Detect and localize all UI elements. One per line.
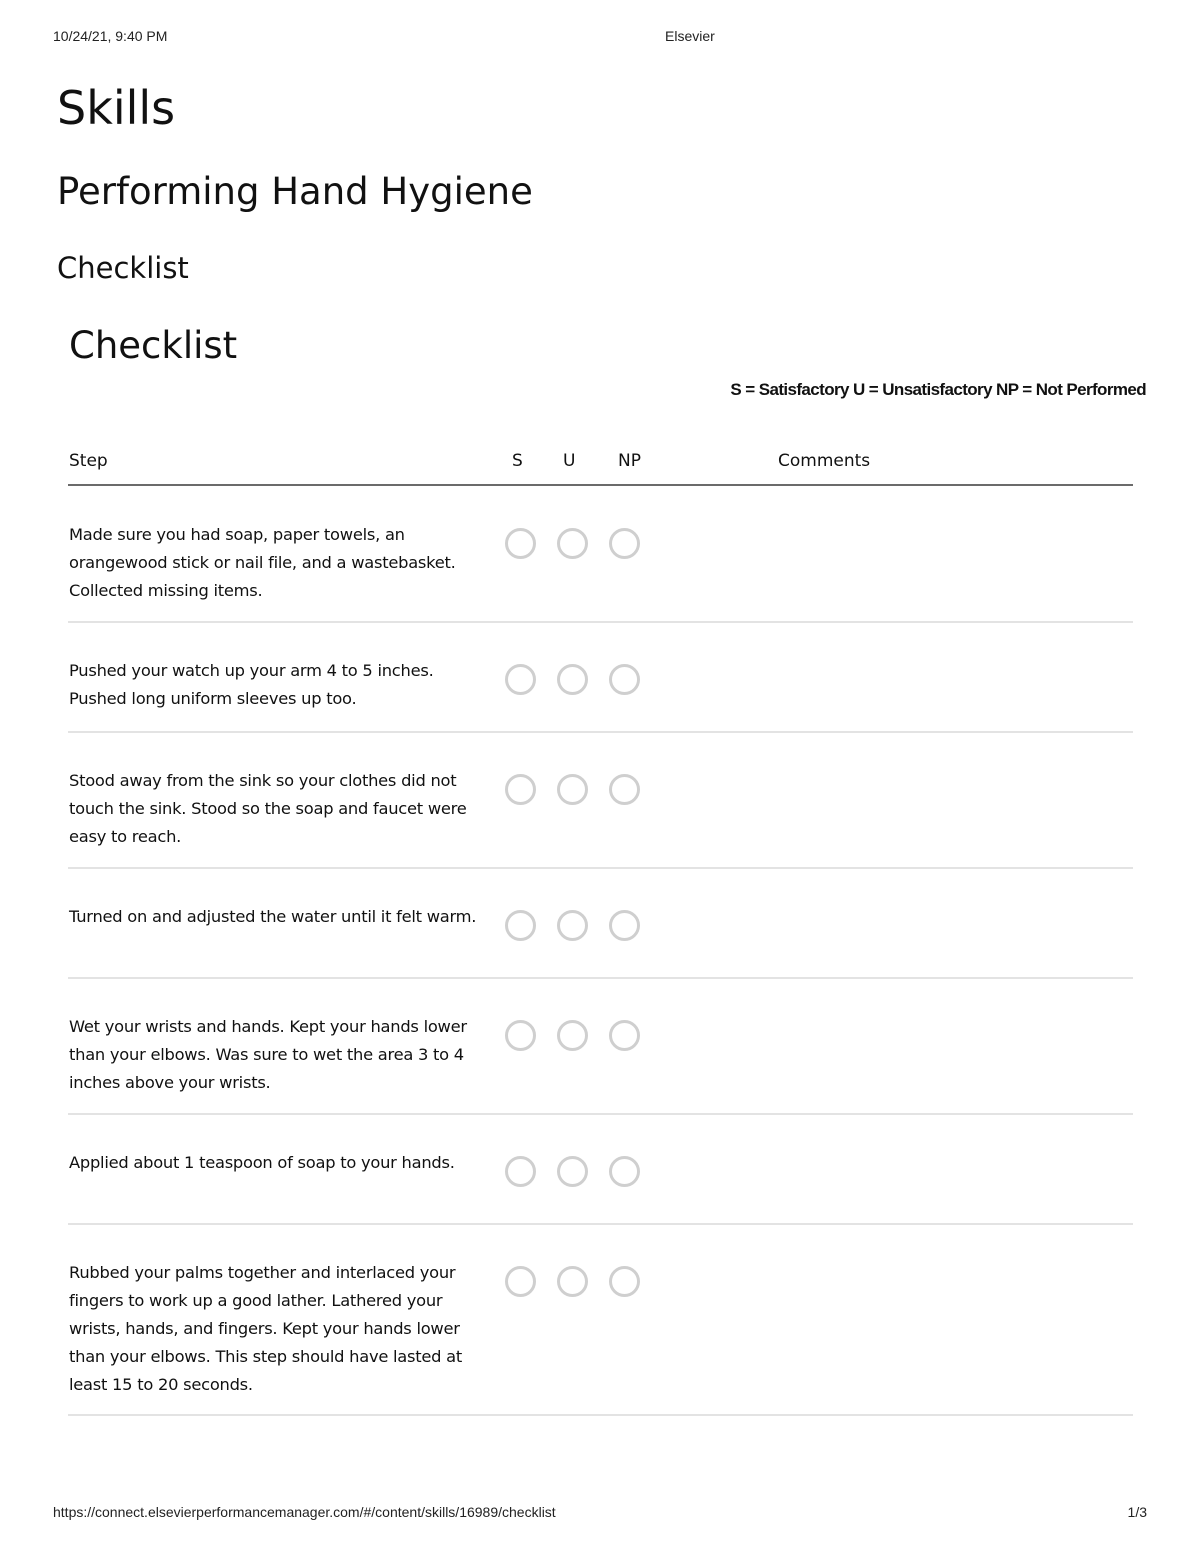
radio-unsatisfactory[interactable] — [557, 664, 588, 695]
table-row — [68, 979, 1133, 1115]
column-header-np: NP — [618, 451, 641, 471]
radio-not-performed[interactable] — [609, 1156, 640, 1187]
radio-not-performed[interactable] — [609, 528, 640, 559]
checklist-table-header — [68, 448, 1133, 486]
step-text: Made sure you had soap, paper towels, an orangewood stick or nail file, and a wastebasket. Collected missing items. — [69, 525, 456, 600]
print-header — [0, 28, 1200, 52]
radio-unsatisfactory[interactable] — [557, 774, 588, 805]
radio-unsatisfactory[interactable] — [557, 1156, 588, 1187]
column-header-step: Step — [69, 451, 108, 471]
column-header-s: S — [512, 451, 523, 471]
rating-legend: S = Satisfactory U = Unsatisfactory NP = Not Performed — [730, 380, 1146, 399]
radio-unsatisfactory[interactable] — [557, 1266, 588, 1297]
page-subtitle: Checklist — [57, 251, 189, 285]
table-row — [68, 623, 1133, 733]
table-row — [68, 1225, 1133, 1416]
radio-satisfactory[interactable] — [505, 910, 536, 941]
section-heading: Checklist — [69, 324, 238, 367]
skill-name: Performing Hand Hygiene — [57, 170, 533, 213]
radio-unsatisfactory[interactable] — [557, 910, 588, 941]
page-title: Skills — [57, 81, 176, 135]
radio-satisfactory[interactable] — [505, 774, 536, 805]
column-header-comments: Comments — [778, 451, 871, 471]
table-row — [68, 733, 1133, 869]
table-row — [68, 487, 1133, 623]
radio-not-performed[interactable] — [609, 1020, 640, 1051]
step-text: Pushed your watch up your arm 4 to 5 inches. Pushed long uniform sleeves up too. — [69, 661, 434, 708]
column-header-u: U — [563, 451, 576, 471]
table-row — [68, 1115, 1133, 1225]
print-datetime: 10/24/21, 9:40 PM — [53, 28, 168, 44]
radio-satisfactory[interactable] — [505, 528, 536, 559]
step-text: Wet your wrists and hands. Kept your hands lower than your elbows. Was sure to wet the area 3 to 4 inches above your wrists. — [69, 1017, 467, 1092]
radio-unsatisfactory[interactable] — [557, 528, 588, 559]
print-page-url: https://connect.elsevierperformancemanager.com/#/content/skills/16989/checklist — [53, 1504, 556, 1520]
radio-satisfactory[interactable] — [505, 1266, 536, 1297]
checklist-table — [68, 487, 1133, 1416]
radio-not-performed[interactable] — [609, 664, 640, 695]
radio-unsatisfactory[interactable] — [557, 1020, 588, 1051]
radio-satisfactory[interactable] — [505, 1156, 536, 1187]
print-footer — [0, 1504, 1200, 1528]
radio-satisfactory[interactable] — [505, 1020, 536, 1051]
table-row — [68, 869, 1133, 979]
print-page-number: 1/3 — [1127, 1504, 1147, 1520]
step-text: Rubbed your palms together and interlaced your fingers to work up a good lather. Lathered your wrists, hands, and fingers. Kept your hands lower than your elbows. This step should have lasted at least 15 to 20 seconds. — [69, 1263, 463, 1394]
step-text: Turned on and adjusted the water until it felt warm. — [69, 907, 477, 926]
step-text: Applied about 1 teaspoon of soap to your hands. — [69, 1153, 455, 1172]
radio-not-performed[interactable] — [609, 774, 640, 805]
radio-not-performed[interactable] — [609, 1266, 640, 1297]
radio-not-performed[interactable] — [609, 910, 640, 941]
step-text: Stood away from the sink so your clothes did not touch the sink. Stood so the soap and faucet were easy to reach. — [69, 771, 467, 846]
print-site-name: Elsevier — [665, 28, 715, 44]
radio-satisfactory[interactable] — [505, 664, 536, 695]
